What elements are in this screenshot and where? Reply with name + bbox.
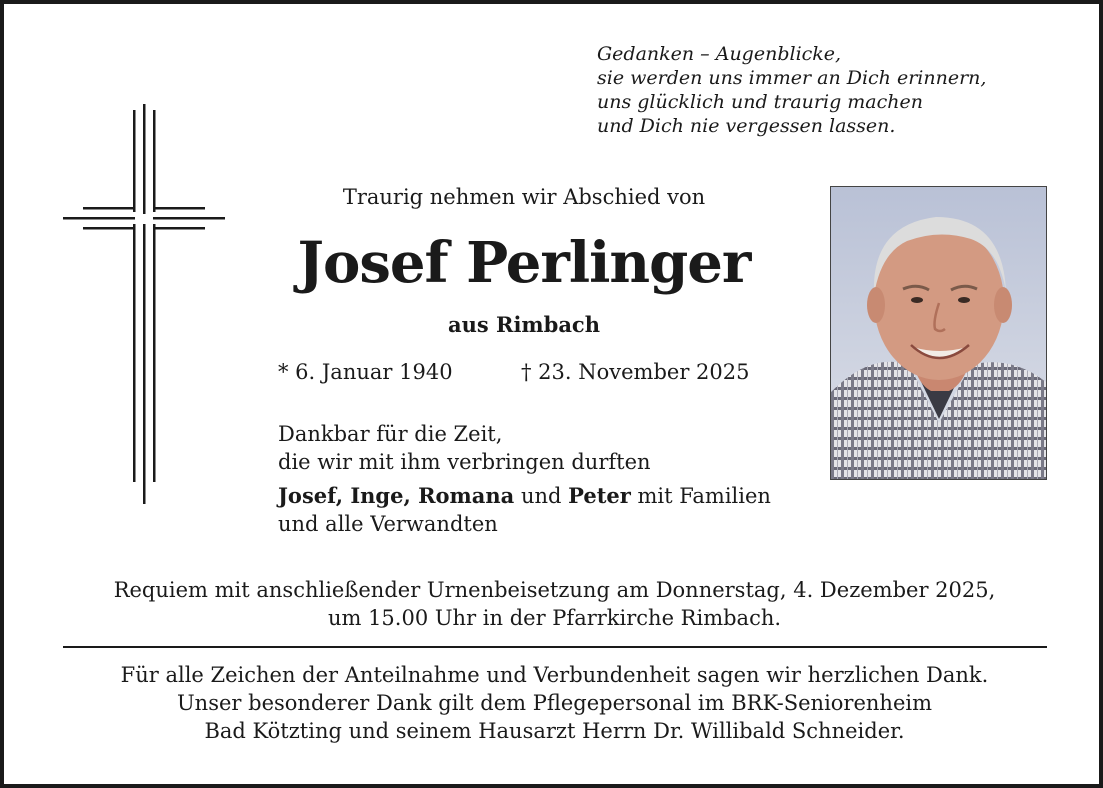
mourner-separator: ,	[403, 483, 419, 508]
farewell-intro: Traurig nehmen wir Abschied von	[342, 185, 706, 209]
portrait-photo	[830, 186, 1047, 480]
gratitude-line: Bad Kötzting und seinem Hausarzt Herrn Dr. Willibald Schneider.	[204, 719, 905, 743]
poem-line: und Dich nie vergessen lassen.	[597, 115, 896, 137]
mourner-separator: ,	[335, 483, 351, 508]
deceased-origin: aus Rimbach	[447, 312, 600, 337]
mourners-line: und alle Verwandten	[278, 512, 498, 536]
poem-line: Gedanken – Augenblicke,	[597, 43, 842, 65]
mourners-line	[278, 482, 771, 510]
birth-date: * 6. Januar 1940	[278, 360, 453, 384]
poem-line: uns glücklich und traurig machen	[597, 91, 923, 113]
gratitude-text	[44, 661, 1065, 745]
death-date: † 23. November 2025	[521, 360, 750, 384]
divider	[63, 646, 1047, 648]
gratitude-line: Für alle Zeichen der Anteilnahme und Verbundenheit sagen wir herzlichen Dank.	[120, 663, 989, 687]
thanks-line: Dankbar für die Zeit,	[278, 422, 503, 446]
mourner-suffix: mit Familien	[630, 484, 771, 508]
mourner-connector: und	[514, 484, 569, 508]
portrait-image	[831, 187, 1046, 479]
thanks-text	[278, 420, 651, 476]
cross-icon	[59, 104, 229, 508]
requiem-line: um 15.00 Uhr in der Pfarrkirche Rimbach.	[327, 606, 782, 630]
deceased-name: Josef Perlinger	[297, 230, 751, 296]
memorial-poem	[597, 42, 986, 138]
gratitude-line: Unser besonderer Dank gilt dem Pflegepersonal im BRK-Seniorenheim	[176, 691, 932, 715]
mourner-name: Romana	[418, 483, 515, 508]
mourner-name: Peter	[568, 483, 631, 508]
requiem-line: Requiem mit anschließender Urnenbeisetzung am Donnerstag, 4. Dezember 2025,	[113, 578, 996, 602]
poem-line: sie werden uns immer an Dich erinnern,	[597, 67, 987, 89]
mourner-name: Josef	[278, 483, 336, 508]
thanks-line: die wir mit ihm verbringen durften	[278, 450, 651, 474]
mourner-name: Inge	[350, 483, 404, 508]
requiem-notice	[44, 576, 1065, 632]
mourners-list	[278, 482, 771, 538]
